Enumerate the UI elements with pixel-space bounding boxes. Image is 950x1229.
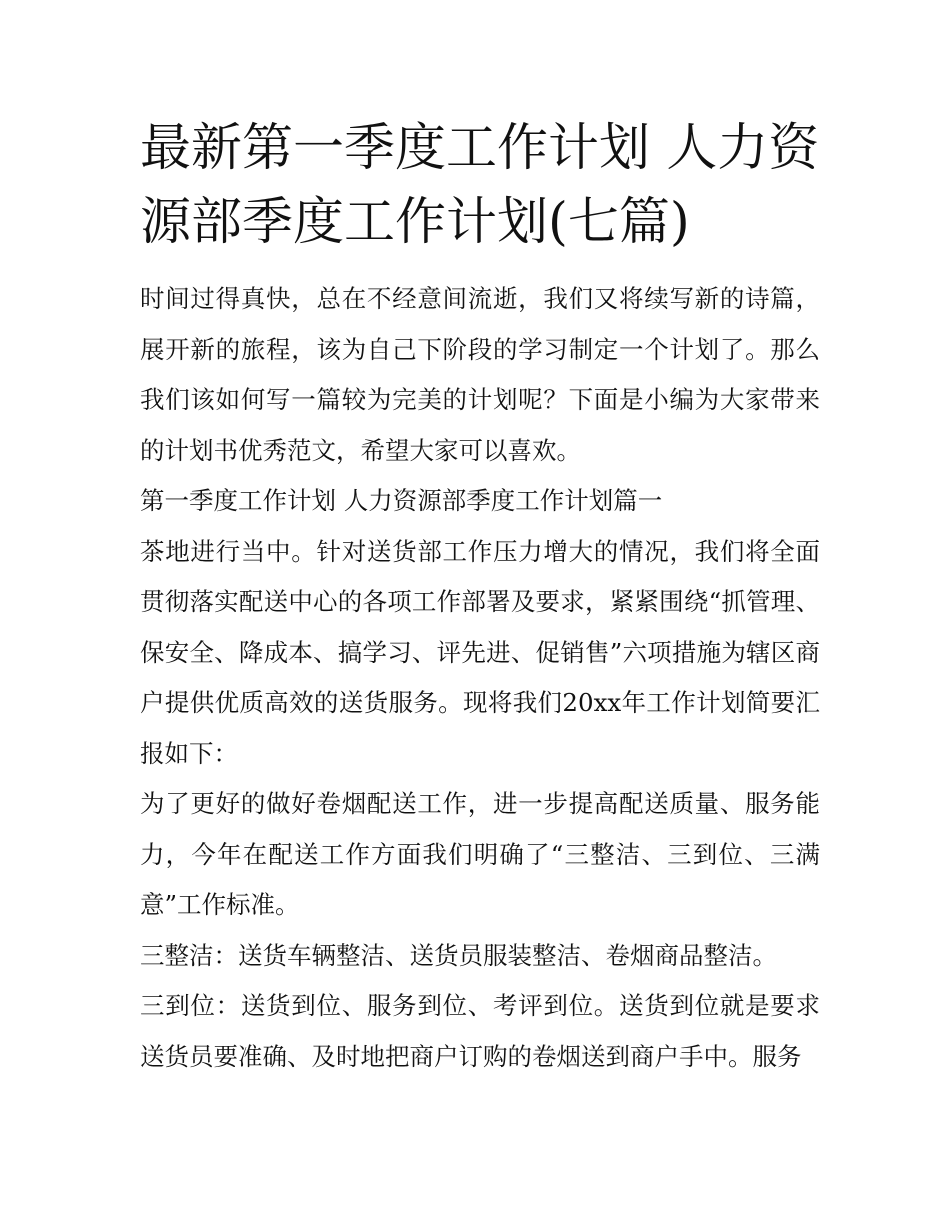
body-paragraph: 三到位：送货到位、服务到位、考评到位。送货到位就是要求送货员要准确、及时地把商户订购的卷烟送到商户手中。服务 <box>140 991 820 1071</box>
document-title: 最新第一季度工作计划 人力资源部季度工作计划(七篇) <box>140 119 820 252</box>
body-paragraph: 茶地进行当中。针对送货部工作压力增大的情况，我们将全面贯彻落实配送中心的各项工作部署及要求，紧紧围绕“抓管理、保安全、降成本、搞学习、评先进、促销售”六项措施为辖区商户提供优质高效的送货服务。现将我们20xx年工作计划简要汇报如下： <box>140 536 820 768</box>
document-page <box>140 112 820 1082</box>
body-paragraph: 三整洁：送货车辆整洁、送货员服装整洁、卷烟商品整洁。 <box>140 940 777 970</box>
body-paragraph: 为了更好的做好卷烟配送工作，进一步提高配送质量、服务能力，今年在配送工作方面我们明确了“三整洁、三到位、三满意”工作标准。 <box>140 789 820 919</box>
section-heading: 第一季度工作计划 人力资源部季度工作计划篇一 <box>140 486 663 515</box>
intro-paragraph: 时间过得真快，总在不经意间流逝，我们又将续写新的诗篇，展开新的旅程，该为自己下阶段的学习制定一个计划了。那么我们该如何写一篇较为完美的计划呢？下面是小编为大家带来的计划书优秀范文，希望大家可以喜欢。 <box>140 284 820 465</box>
